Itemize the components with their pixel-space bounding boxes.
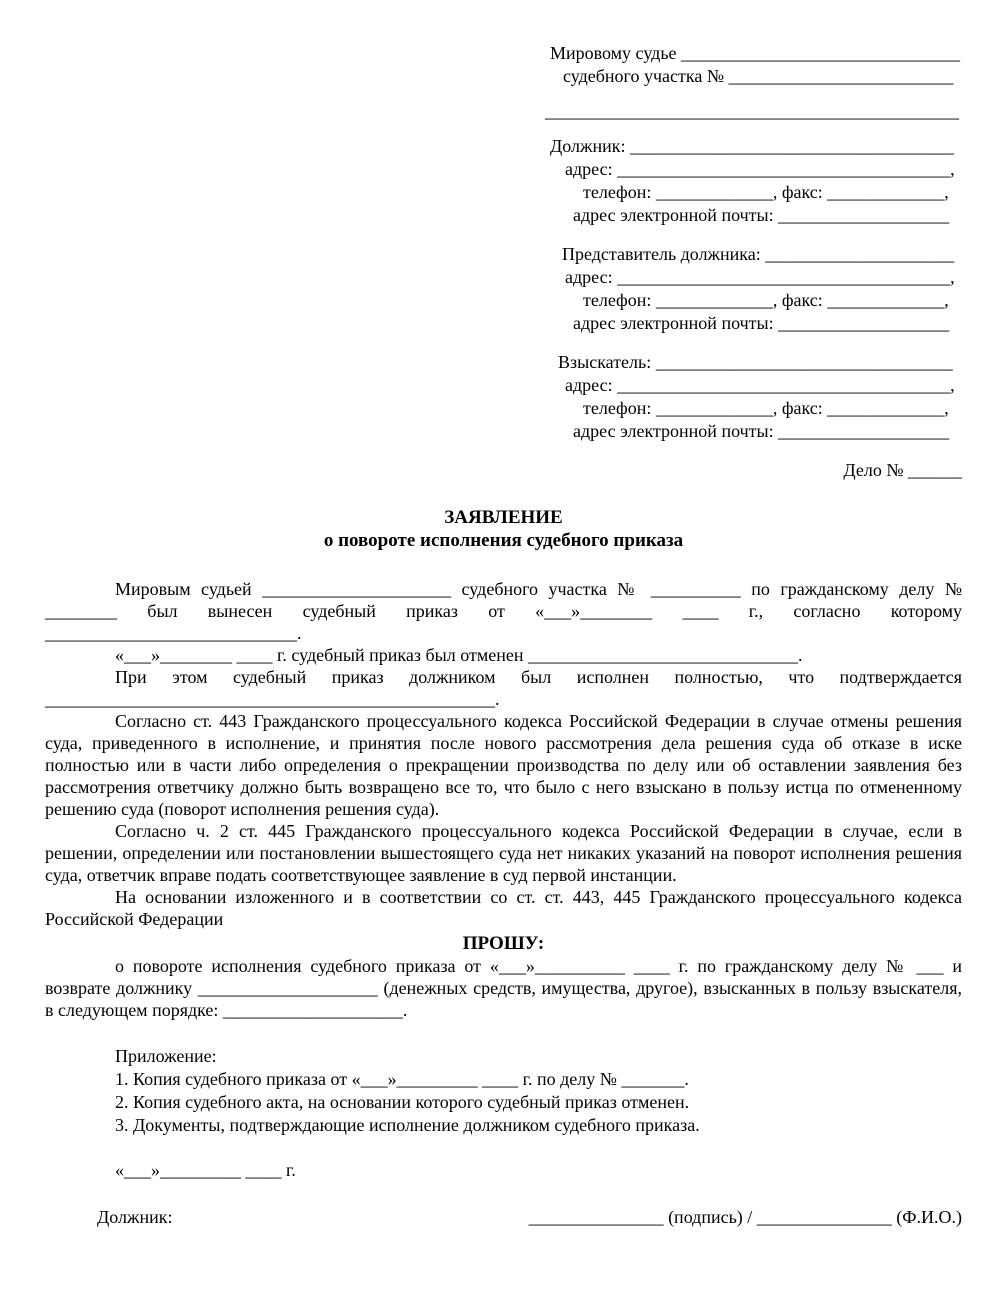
representative-address-line: адрес: _____________________________________, xyxy=(565,267,955,287)
court-header-block xyxy=(545,42,962,443)
debtor-address-line: адрес: _____________________________________, xyxy=(565,159,955,179)
paragraph-legal-basis: На основании изложенного и в соответствии со ст. ст. 443, 445 Гражданского процессуального кодекса Российской Федерации xyxy=(45,887,962,929)
document-title-line2: о повороте исполнения судебного приказа xyxy=(323,530,684,551)
paragraph-order-executed: При этом судебный приказ должником был исполнен полностью, что подтверждается __________________________________________________. xyxy=(45,667,962,709)
claimant-address-line: адрес: _____________________________________, xyxy=(565,375,955,395)
claimant-block xyxy=(550,351,962,443)
debtor-phone-fax-line: телефон: _____________, факс: _____________, xyxy=(583,182,949,202)
claimant-phone-fax-line: телефон: _____________, факс: _____________, xyxy=(583,398,949,418)
attachment-item-2: 2. Копия судебного акта, на основании которого судебный приказ отменен. xyxy=(115,1092,690,1112)
debtor-block xyxy=(550,135,962,227)
representative-phone-fax-line: телефон: _____________, факс: _____________, xyxy=(583,290,949,310)
court-precinct-line: судебного участка № _________________________ xyxy=(563,66,954,86)
debtor-name-line: Должник: ____________________________________ xyxy=(550,136,954,156)
attachment-item-1: 1. Копия судебного приказа от «___»_________ ____ г. по делу № _______. xyxy=(115,1069,689,1089)
document-title-line1: ЗАЯВЛЕНИЕ xyxy=(444,507,563,528)
representative-email-line: адрес электронной почты: ___________________ xyxy=(573,313,950,333)
attachments-heading: Приложение: xyxy=(115,1046,217,1066)
case-number-line: Дело № ______ xyxy=(843,460,962,480)
court-extra-blank-line: ______________________________________________ xyxy=(545,101,959,121)
representative-name-line: Представитель должника: _____________________ xyxy=(562,244,955,264)
document-body xyxy=(45,578,962,1021)
paragraph-order-cancelled: «___»________ ____ г. судебный приказ был отменен ______________________________. xyxy=(115,645,803,665)
request-paragraph: о повороте исполнения судебного приказа от «___»__________ ____ г. по гражданскому делу № ___ и возврате должнику ____________________ (денежных средств, имущества, другое), взысканных в пользу взыскателя, в следующем порядке: ____________________. xyxy=(45,956,962,1020)
request-heading: ПРОШУ: xyxy=(462,933,545,954)
document-title xyxy=(45,506,962,552)
signature-row xyxy=(45,1206,962,1229)
representative-block xyxy=(550,243,962,335)
debtor-email-line: адрес электронной почты: ___________________ xyxy=(573,205,950,225)
debtor-signature-label: Должник: xyxy=(97,1207,173,1227)
signature-name-line: _______________ (подпись) / _______________ (Ф.И.О.) xyxy=(528,1207,962,1227)
attachment-item-3: 3. Документы, подтверждающие исполнение должником судебного приказа. xyxy=(115,1115,700,1135)
paragraph-article-445: Согласно ч. 2 ст. 445 Гражданского процессуального кодекса Российской Федерации в случае, если в решении, определении или постановлении вышестоящего суда нет никаких указаний на поворот исполнения решения суда, ответчик вправе подать соответствующее заявление в суд первой инстанции. xyxy=(45,821,962,885)
paragraph-article-443: Согласно ст. 443 Гражданского процессуального кодекса Российской Федерации в случае отмены решения суда, приведенного в исполнение, и принятия после нового рассмотрения дела решения суда об отказе в иске полностью или в части либо определения о прекращении производства по делу или об оставлении заявления без рассмотрения ответчику должно быть возвращено все то, что было с него взыскано в пользу истца по отмененному решению суда (поворот исполнения решения суда). xyxy=(45,711,962,819)
claimant-name-line: Взыскатель: _________________________________ xyxy=(558,352,953,372)
attachments-block xyxy=(115,1045,962,1137)
court-addressee-line: Мировому судье _______________________________ xyxy=(550,43,961,63)
paragraph-order-issued: Мировым судьей _____________________ судебного участка № __________ по гражданскому делу № ________ был вынесен судебный приказ от «___»________ ____ г., согласно которому ____________________________. xyxy=(45,579,962,643)
claimant-email-line: адрес электронной почты: ___________________ xyxy=(573,421,950,441)
date-line: «___»_________ ____ г. xyxy=(115,1160,296,1180)
